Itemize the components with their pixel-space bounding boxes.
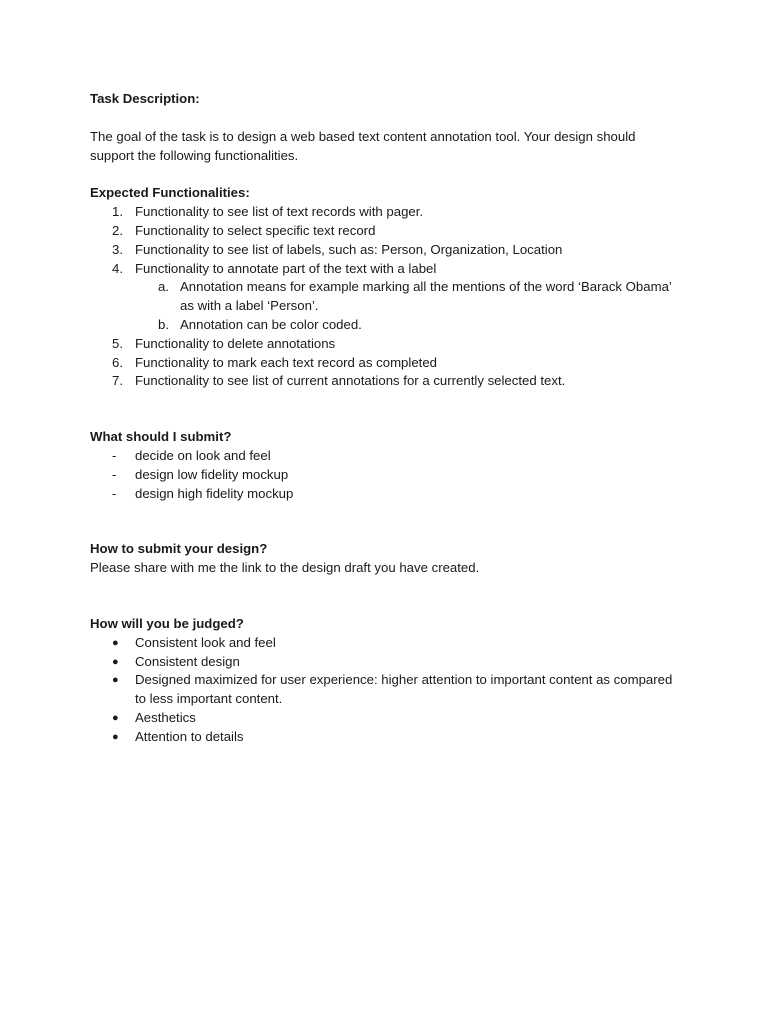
expected-functionalities-heading: Expected Functionalities: xyxy=(90,185,250,201)
list-item-text: Designed maximized for user experience: higher attention to important content as compared to less important content. xyxy=(135,672,673,707)
list-item-text: Attention to details xyxy=(135,728,244,744)
list-item xyxy=(90,709,680,728)
bullet-icon: ● xyxy=(112,711,119,724)
how-submit-heading: How to submit your design? xyxy=(90,541,268,557)
list-marker: 4. xyxy=(112,260,123,276)
list-item xyxy=(90,241,680,260)
list-item xyxy=(90,634,680,653)
dash-marker: - xyxy=(112,447,117,463)
list-item-text: design high fidelity mockup xyxy=(135,485,294,501)
sublist-item xyxy=(90,316,680,335)
bullet-icon: ● xyxy=(112,636,119,649)
list-item-text: Functionality to see list of text records with pager. xyxy=(135,204,424,220)
submit-list xyxy=(90,447,680,503)
sublist-item-text: Annotation means for example marking all the mentions of the word ‘Barack Obama’ as with a label ‘Person’. xyxy=(180,279,672,314)
functionalities-list xyxy=(90,203,680,278)
task-description-heading: Task Description: xyxy=(90,91,200,106)
list-item xyxy=(90,260,680,279)
document-body xyxy=(90,90,680,747)
how-submit-text: Please share with me the link to the design draft you have created. xyxy=(90,560,480,576)
list-item-text: Functionality to delete annotations xyxy=(135,335,336,351)
list-item xyxy=(90,728,680,747)
list-marker: 2. xyxy=(112,222,123,238)
bullet-icon: ● xyxy=(112,674,119,687)
list-item-text: Functionality to see list of current annotations for a currently selected text. xyxy=(135,373,566,389)
what-submit-heading: What should I submit? xyxy=(90,429,232,445)
bullet-icon: ● xyxy=(112,730,119,743)
list-item-text: Consistent look and feel xyxy=(135,634,276,650)
list-marker: 6. xyxy=(112,354,123,370)
list-item xyxy=(90,354,680,373)
list-item-text: Functionality to mark each text record as completed xyxy=(135,354,437,370)
list-item xyxy=(90,671,680,709)
list-item-text: Functionality to see list of labels, such as: Person, Organization, Location xyxy=(135,241,563,257)
list-item xyxy=(90,653,680,672)
dash-marker: - xyxy=(112,466,117,482)
list-item-text: Aesthetics xyxy=(135,709,196,725)
list-item xyxy=(90,485,680,504)
sublist-marker: a. xyxy=(158,279,169,295)
list-item-text: Functionality to annotate part of the text with a label xyxy=(135,260,437,276)
list-item xyxy=(90,372,680,391)
list-marker: 5. xyxy=(112,335,123,351)
intro-paragraph: The goal of the task is to design a web based text content annotation tool. Your design should support the following functionalities. xyxy=(90,128,636,163)
sublist-marker: b. xyxy=(158,316,169,332)
list-item-text: Consistent design xyxy=(135,653,240,669)
list-item-text: Functionality to select specific text record xyxy=(135,222,376,238)
judged-list xyxy=(90,634,680,747)
list-item xyxy=(90,335,680,354)
sublist-item xyxy=(90,278,680,316)
list-item xyxy=(90,447,680,466)
dash-marker: - xyxy=(112,485,117,501)
bullet-icon: ● xyxy=(112,655,119,668)
list-marker: 3. xyxy=(112,241,123,257)
sublist-item-text: Annotation can be color coded. xyxy=(180,316,362,332)
list-item-text: decide on look and feel xyxy=(135,447,271,463)
list-item xyxy=(90,203,680,222)
how-judged-heading: How will you be judged? xyxy=(90,615,244,631)
list-marker: 7. xyxy=(112,373,123,389)
list-item xyxy=(90,222,680,241)
list-item-text: design low fidelity mockup xyxy=(135,466,289,482)
list-marker: 1. xyxy=(112,204,123,220)
annotation-sublist xyxy=(90,278,680,334)
functionalities-list-continued xyxy=(90,335,680,391)
list-item xyxy=(90,466,680,485)
